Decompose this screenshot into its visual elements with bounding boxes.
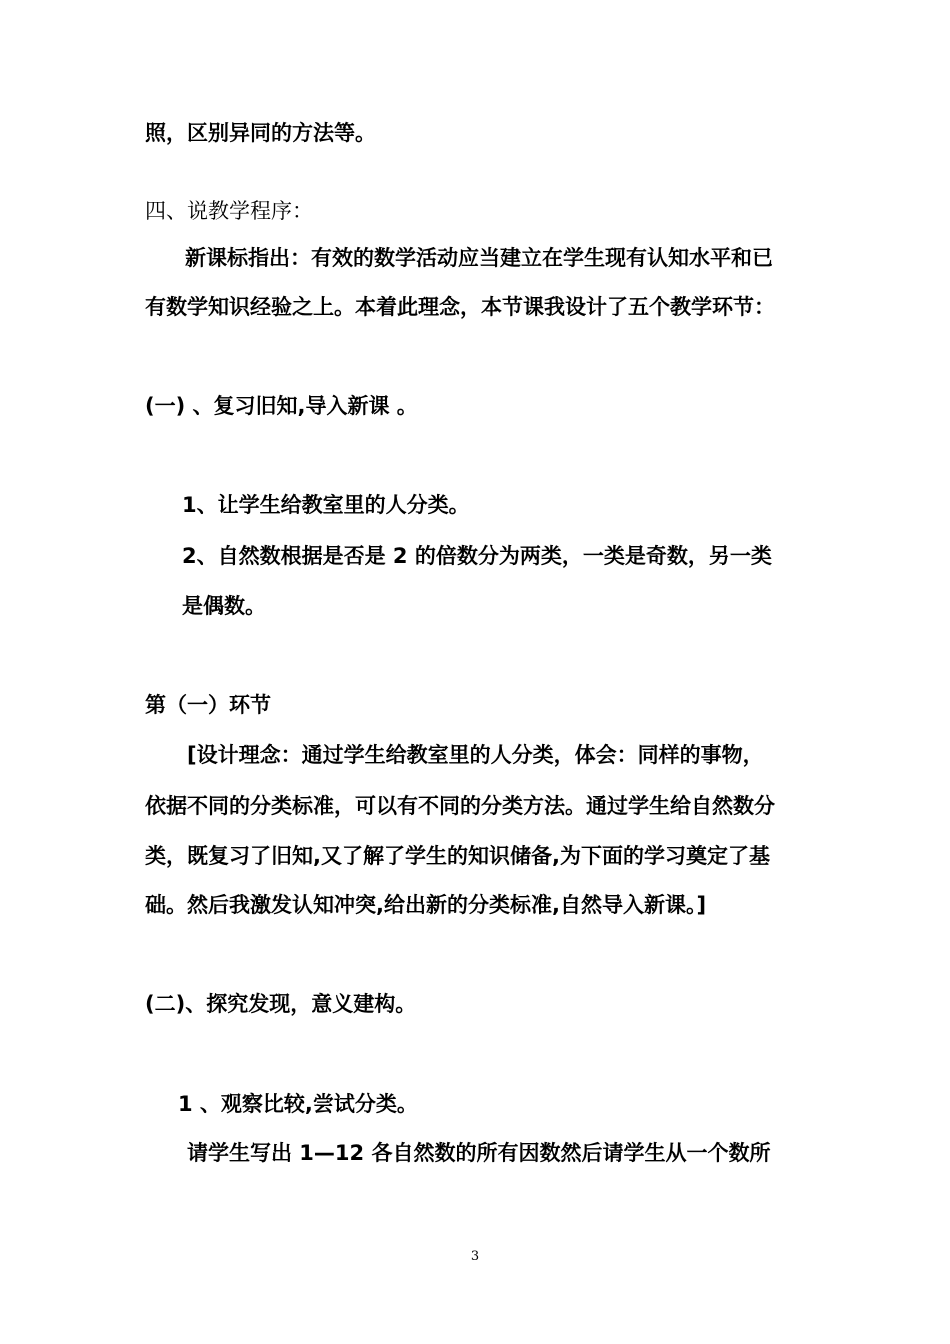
text-line-3: 新课标指出：有效的数学活动应当建立在学生现有认知水平和已 xyxy=(185,246,773,270)
list-item-1: 1、让学生给教室里的人分类。 xyxy=(182,493,470,517)
subsection-heading-2: (二)、探究发现，意义建构。 xyxy=(145,992,417,1016)
text-line-4: 有数学知识经验之上。本着此理念，本节课我设计了五个教学环节： xyxy=(145,295,775,319)
design-note-line-3: 类，既复习了旧知,又了解了学生的知识储备,为下面的学习奠定了基 xyxy=(145,844,770,868)
list-item-2-continued: 是偶数。 xyxy=(182,594,266,618)
design-note-line-2: 依据不同的分类标准，可以有不同的分类方法。通过学生给自然数分 xyxy=(145,794,775,818)
design-note-line-4: 础。然后我激发认知冲突,给出新的分类标准,自然导入新课。] xyxy=(145,893,707,917)
design-note-line-1: [设计理念：通过学生给教室里的人分类，体会：同样的事物， xyxy=(187,743,764,767)
text-line-last: 请学生写出 1—12 各自然数的所有因数然后请学生从一个数所 xyxy=(187,1141,771,1165)
section-heading-4: 四、说教学程序： xyxy=(145,199,313,223)
list-item-2: 2、自然数根据是否是 2 的倍数分为两类，一类是奇数，另一类 xyxy=(182,544,772,568)
page-number: 3 xyxy=(470,1249,480,1264)
text-line-1: 照，区别异同的方法等。 xyxy=(145,121,376,145)
subsection-heading-1: (一) 、复习旧知,导入新课 。 xyxy=(145,394,418,418)
list-item-3: 1 、观察比较,尝试分类。 xyxy=(178,1092,418,1116)
stage-heading: 第（一）环节 xyxy=(145,693,271,717)
